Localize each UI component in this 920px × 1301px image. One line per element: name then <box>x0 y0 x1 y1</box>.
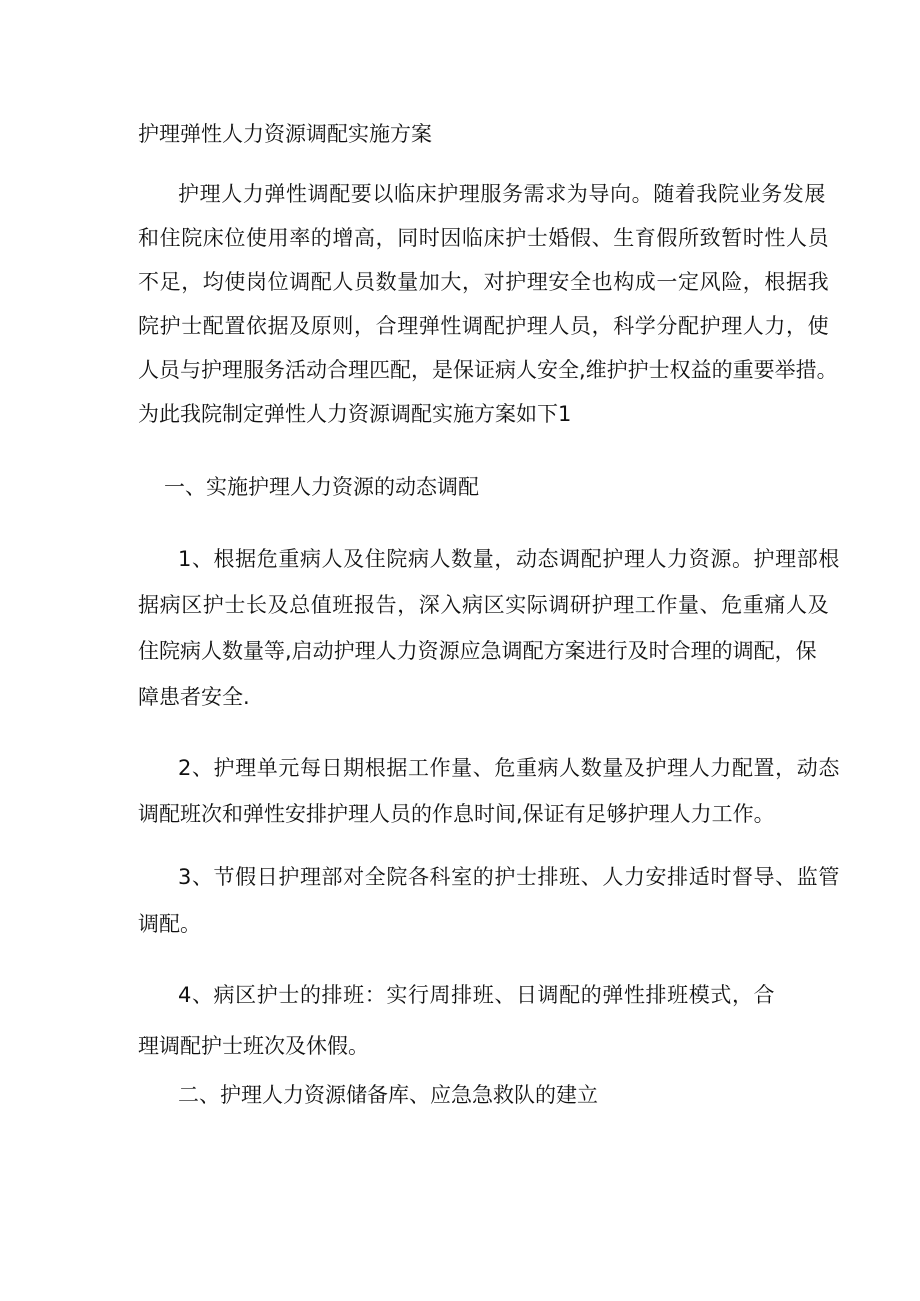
intro-line: 为此我院制定弹性人力资源调配实施方案如下1 <box>138 402 572 426</box>
intro-line: 人员与护理服务活动合理匹配，是保证病人安全,维护护士权益的重要举措。 <box>138 358 838 382</box>
intro-line: 院护士配置依据及原则，合理弹性调配护理人员，科学分配护理人力，使 <box>138 314 830 338</box>
list-item-line: 据病区护士长及总值班报告，深入病区实际调研护理工作量、危重痛人及 <box>138 593 830 617</box>
section-heading: 一、实施护理人力资源的动态调配 <box>164 475 479 499</box>
list-item-line: 理调配护士班次及休假。 <box>138 1034 369 1058</box>
list-item-line: 3、节假日护理部对全院各科室的护士排班、人力安排适时督导、监管 <box>178 865 840 889</box>
intro-line: 护理人力弹性调配要以临床护理服务需求为导向。随着我院业务发展 <box>178 182 826 206</box>
list-item-line: 1、根据危重病人及住院病人数量，动态调配护理人力资源。护理部根 <box>178 547 840 571</box>
intro-line: 不足，均使岗位调配人员数量加大，对护理安全也构成一定风险，根据我 <box>138 270 830 294</box>
list-item-line: 2、护理单元每日期根据工作量、危重病人数量及护理人力配置，动态 <box>178 756 840 780</box>
list-item-line: 障患者安全. <box>138 685 250 709</box>
list-item-line: 调配。 <box>138 912 201 936</box>
document-title: 护理弹性人力资源调配实施方案 <box>138 122 432 146</box>
intro-line: 和住院床位使用率的增高，同时因临床护士婚假、生育假所致暂时性人员 <box>138 226 830 250</box>
section-heading: 二、护理人力资源储备库、应急急救队的建立 <box>178 1083 598 1107</box>
list-item-line: 4、病区护士的排班：实行周排班、日调配的弹性排班模式，合 <box>178 983 776 1007</box>
list-item-line: 住院病人数量等,启动护理人力资源应急调配方案进行及时合理的调配，保 <box>138 639 817 663</box>
list-item-line: 调配班次和弹性安排护理人员的作息时间,保证有足够护理人力工作。 <box>138 802 775 826</box>
